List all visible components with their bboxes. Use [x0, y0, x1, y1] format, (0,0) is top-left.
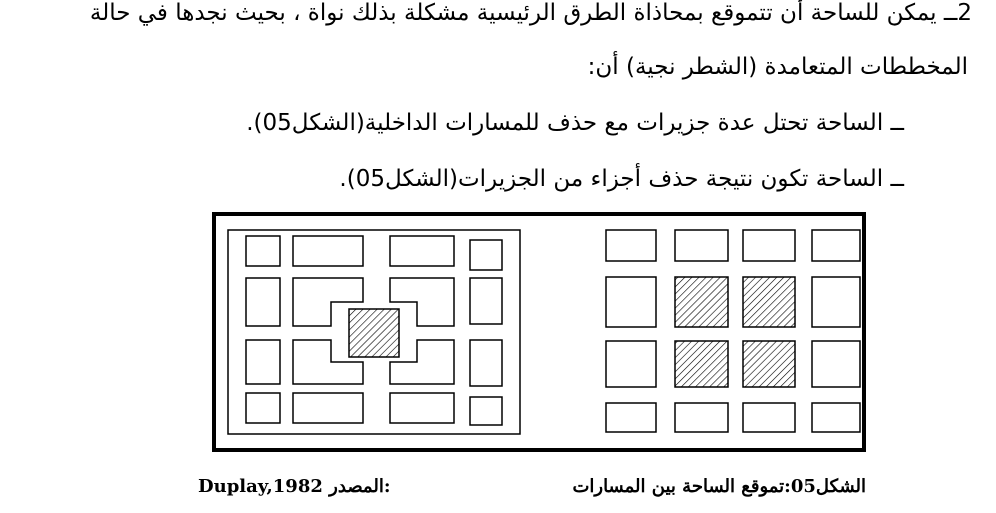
block: [470, 278, 502, 324]
hatched-block: [743, 277, 795, 327]
hatched-block: [675, 341, 728, 387]
source-label: المصدر:: [329, 476, 391, 497]
paragraph-line-1: 2ــ يمكن للساحة أن تتموقع بمحاذاة الطرق الرئيسية مشكلة بذلك نواة ، بحيث نجدها في حالة: [89, 0, 972, 26]
block: [606, 277, 656, 327]
block: [675, 230, 728, 261]
hatched-square-center: [349, 309, 399, 357]
block: [743, 403, 795, 432]
block: [293, 236, 363, 266]
figure-frame: [214, 214, 864, 450]
block: [812, 403, 860, 432]
block: [812, 230, 860, 261]
right-grid-panel: [606, 230, 860, 432]
block: [812, 277, 860, 327]
block: [470, 397, 502, 425]
block: [470, 340, 502, 386]
paragraph-line-2: المخططات المتعامدة (الشطر نجية) أن:: [587, 54, 968, 80]
figure-source: [198, 476, 390, 498]
bullet-item-2: ــ الساحة تكون نتيجة حذف أجزاء من الجزيرات(الشكل05).: [339, 166, 904, 192]
block: [246, 340, 280, 384]
source-value: Duplay,1982: [198, 476, 323, 497]
block: [743, 230, 795, 261]
block: [246, 393, 280, 423]
block: [606, 230, 656, 261]
block: [390, 393, 454, 423]
block: [606, 341, 656, 387]
block: [246, 278, 280, 326]
figure-caption: الشكل05:تموقع الساحة بين المسارات: [572, 476, 866, 497]
hatched-block: [675, 277, 728, 327]
block: [390, 236, 454, 266]
bullet-item-1: ــ الساحة تحتل عدة جزيرات مع حذف للمسارات الداخلية(الشكل05).: [246, 110, 904, 136]
block: [812, 341, 860, 387]
block: [470, 240, 502, 270]
block: [246, 236, 280, 266]
block: [293, 393, 363, 423]
hatched-block: [743, 341, 795, 387]
hatched-square-blocks: [675, 277, 795, 387]
block: [675, 403, 728, 432]
block: [606, 403, 656, 432]
